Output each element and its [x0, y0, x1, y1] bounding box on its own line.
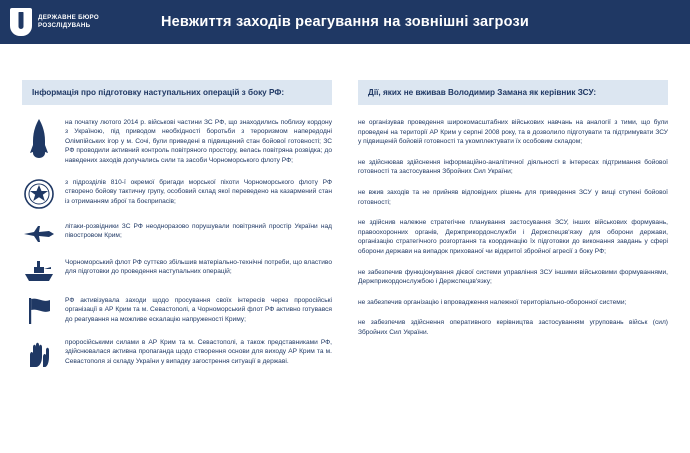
list-item — [22, 118, 332, 165]
content-columns — [0, 44, 690, 453]
list-item-text: Чорноморський флот РФ суттєво збільшив матеріально-технічні потреби, що властиво для підготовки до проведення наступальних операцій; — [65, 259, 332, 276]
list-item — [22, 178, 332, 209]
paragraph: не вжив заходів та не прийняв відповідних рішень для приведення ЗСУ у вищі ступені бойової готовності; — [358, 188, 668, 206]
list-item-text: проросійськими силами в АР Крим та м. Севастополі, а також представниками РФ, здійснювалася активна пропаганда щодо створення основи для виходу АР Крим та м. Севастополя зі складу України у випадку загострення ситуації в державі. — [65, 339, 332, 365]
logo-line-2: РОЗСЛІДУВАНЬ — [38, 22, 91, 29]
warship-icon — [22, 258, 56, 283]
list-item-text: з підрозділів 810-ї окремої бригади морської піхоти Чорноморського флоту РФ створено бойову тактичну групу, особовий склад якої переведено на казармений стан із отриманням зброї та боєприпасів; — [65, 179, 332, 205]
paragraph: не забезпечив функціонування дієвої системи управління ЗСУ іншими військовими формуваннями, Держприкордонслужбою і Держспецзв'язку; — [358, 268, 668, 286]
right-column — [358, 80, 668, 443]
right-column-heading: Дії, яких не вживав Володимир Замана як керівник ЗСУ: — [358, 80, 668, 105]
list-item — [22, 222, 332, 245]
fighter-jet-icon — [22, 222, 56, 245]
flag-icon — [22, 296, 56, 325]
paragraph: не здійснював здійснення інформаційно-аналітичної діяльності в інтересах підтримання бойової готовності та застосування Збройних Сил України; — [358, 158, 668, 176]
list-item-text: на початку лютого 2014 р. військові частини ЗС РФ, що знаходились поблизу кордону з Україною, під приводом необхідності боротьби з тероризмом напередодні Олімпійських ігор у м. Сочі, були приведені в підвищений стан бойової готовності; ЗС РФ проводили активний контроль повітряного простору, велась повітряна розвідка; до наведених заходів долучались сили та засоби Чорноморського флоту РФ; — [65, 119, 332, 164]
paragraph: не забезпечив здійснення оперативного керівництва застосуванням угруповань військ (сил) Збройних Сил України. — [358, 319, 668, 336]
marine-emblem-icon — [22, 178, 56, 209]
page-title: Невжиття заходів реагування на зовнішні загрози — [161, 14, 529, 30]
paragraph: не здійснив належне стратегічне планування застосування ЗСУ, інших військових формувань, правоохоронних органів, Держприкордонслужби і Держспецзв'язку для оборони держави, організацію стратегічного розгортання та координацію їх підготовки до виконання завдань у сфері оборони держави на випадок прихованої чи відкритої збройної агресії з боку РФ; — [358, 219, 668, 255]
logo-line-1: ДЕРЖАВНЕ БЮРО — [38, 14, 100, 21]
left-column-heading: Інформація про підготовку наступальних операцій з боку РФ: — [22, 80, 332, 105]
list-item — [22, 258, 332, 283]
protest-hands-icon — [22, 338, 56, 367]
paragraph: не забезпечив організацію і впровадження належної територіально-оборонної системи; — [358, 298, 627, 306]
list-item-text: літаки-розвідники ЗС РФ неодноразово порушували повітряний простір України над півостровом Крим; — [65, 223, 332, 240]
left-column-list — [22, 105, 332, 367]
paragraph: не організував проведення широкомасштабних військових навчань на аналогії з тими, що були проведені на території АР Крим у серпні 2008 року, та в дозволило підготувати та підтримувати ЗСУ у підвищеній бойовій готовності та укомплектувати їх особовим складом; — [358, 119, 668, 146]
page-header — [0, 0, 690, 44]
left-column — [22, 80, 332, 443]
missile-icon — [22, 118, 56, 159]
right-column-list — [358, 105, 668, 338]
list-item — [22, 338, 332, 367]
list-item-text: РФ активізувала заходи щодо просування своїх інтересів через проросійські організації в АР Крим та м. Севастополі, а Чорноморський флот РФ активно готувався до реагування на можливе ескалацію напруженості Криму; — [65, 297, 332, 323]
list-item — [22, 296, 332, 325]
